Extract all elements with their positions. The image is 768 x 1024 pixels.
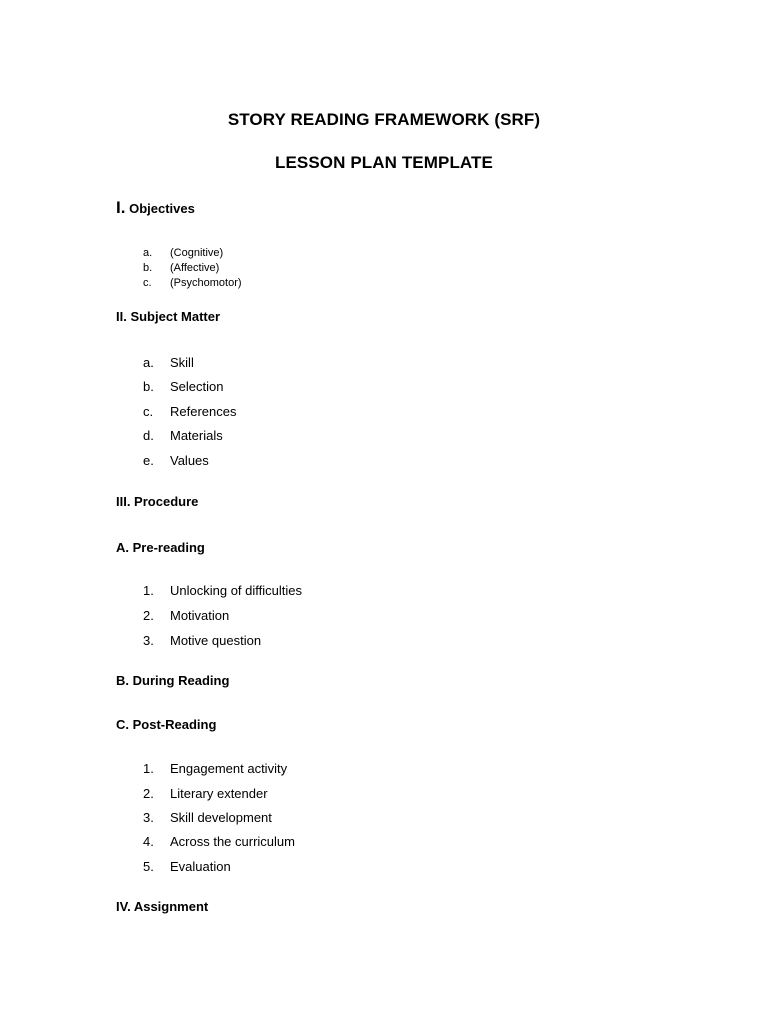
list-text: Motive question (170, 633, 262, 648)
list-marker: 5. (143, 859, 154, 874)
list-text: Evaluation (170, 859, 231, 874)
list-marker: c. (143, 277, 152, 289)
section-title: Objectives (129, 201, 195, 216)
list-text: Across the curriculum (170, 834, 295, 849)
subsection-during-reading-heading: B. During Reading (116, 673, 230, 688)
list-marker: 2. (143, 608, 154, 623)
list-marker: 1. (143, 583, 154, 598)
list-text: Engagement activity (170, 761, 288, 776)
list-marker: 4. (143, 834, 154, 849)
list-marker: b. (143, 262, 153, 274)
list-marker: 3. (143, 810, 154, 825)
subsection-post-reading-heading: C. Post-Reading (116, 717, 217, 732)
list-marker: a. (143, 247, 153, 259)
list-text: Values (170, 453, 209, 468)
list-marker: a. (143, 355, 154, 370)
list-marker: c. (143, 404, 154, 419)
section-numeral: I. (116, 198, 126, 217)
list-text: Selection (170, 379, 224, 394)
section-objectives-heading (116, 198, 195, 218)
list-marker: b. (143, 379, 154, 394)
document-title: STORY READING FRAMEWORK (SRF) (227, 110, 541, 129)
section-subject-matter-heading: II. Subject Matter (116, 309, 221, 324)
list-text: References (170, 404, 237, 419)
list-marker: 2. (143, 786, 154, 801)
section-procedure-heading: III. Procedure (116, 494, 199, 509)
list-text: Materials (170, 428, 223, 443)
list-text: Motivation (170, 608, 230, 623)
list-marker: 1. (143, 761, 154, 776)
list-text: (Cognitive) (170, 247, 224, 259)
list-text: Literary extender (170, 786, 268, 801)
list-text: Skill development (170, 810, 272, 825)
list-text: (Affective) (170, 262, 220, 274)
section-assignment-heading: IV. Assignment (116, 899, 209, 914)
list-marker: e. (143, 453, 154, 468)
list-text: Skill (170, 355, 194, 370)
list-text: (Psychomotor) (170, 277, 242, 289)
subsection-pre-reading-heading: A. Pre-reading (116, 540, 205, 555)
document-subtitle: LESSON PLAN TEMPLATE (275, 153, 493, 172)
list-marker: 3. (143, 633, 154, 648)
list-text: Unlocking of difficulties (170, 583, 302, 598)
list-marker: d. (143, 428, 154, 443)
